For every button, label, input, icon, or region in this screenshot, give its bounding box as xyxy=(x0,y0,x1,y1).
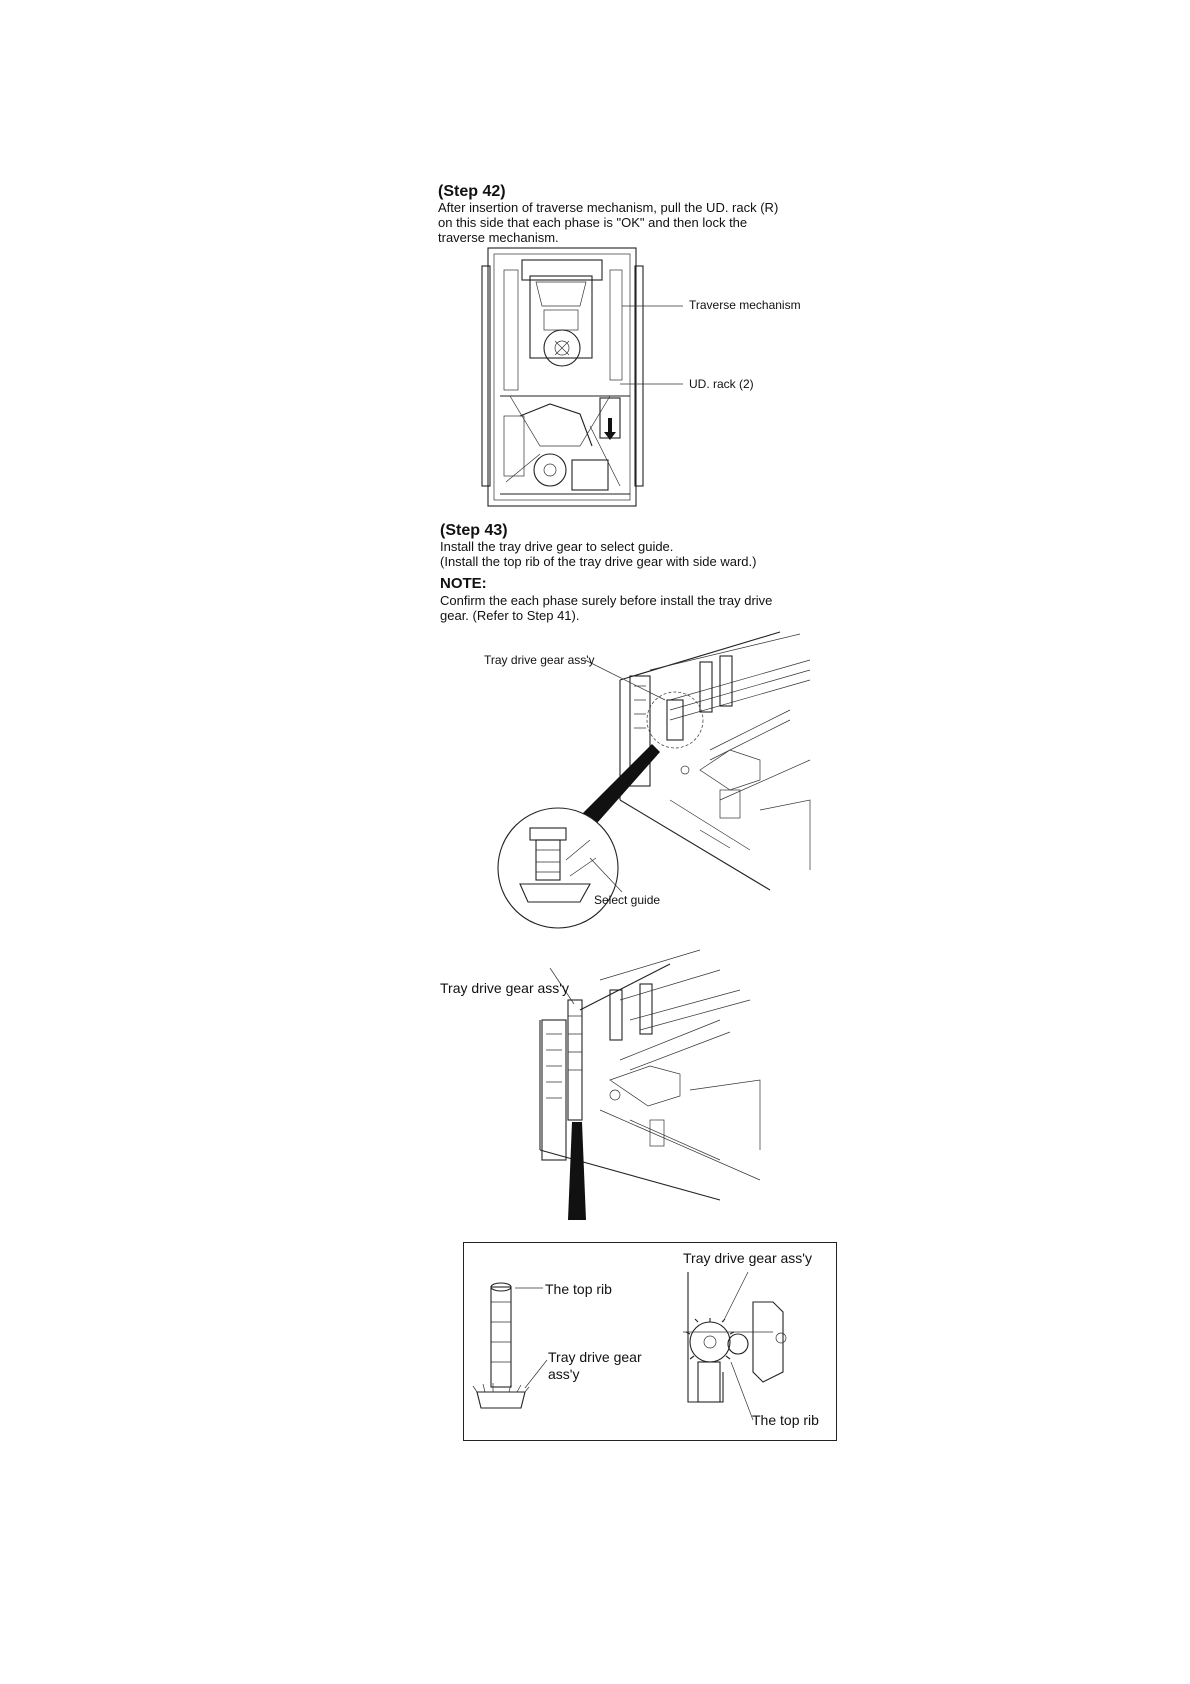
step42-line1: After insertion of traverse mechanism, pull the UD. rack (R) xyxy=(438,200,779,215)
note-line2: gear. (Refer to Step 41). xyxy=(440,608,580,623)
step43-line1: Install the tray drive gear to select guide. xyxy=(440,539,674,554)
detail-label-top-rib-left: The top rib xyxy=(545,1281,612,1297)
note-line1: Confirm the each phase surely before install the tray drive xyxy=(440,593,773,608)
label-tray-drive-gear-fig2: Tray drive gear ass'y xyxy=(440,980,569,996)
label-ud-rack: UD. rack (2) xyxy=(689,377,754,391)
label-select-guide: Select guide xyxy=(594,893,661,907)
label-tray-drive-gear-fig1: Tray drive gear ass'y xyxy=(484,653,595,667)
step42-title: (Step 42) xyxy=(438,183,506,200)
detail-label-gear-left-2: ass'y xyxy=(548,1366,580,1382)
step42-line2: on this side that each phase is "OK" and then lock the xyxy=(438,215,748,230)
select-guide-figure xyxy=(470,640,830,930)
step43-line2: (Install the top rib of the tray drive gear with side ward.) xyxy=(440,554,757,569)
detail-box-drawing xyxy=(463,1242,835,1439)
label-traverse-mechanism: Traverse mechanism xyxy=(689,298,801,312)
detail-label-gear-left-1: Tray drive gear xyxy=(548,1349,642,1365)
step43-title: (Step 43) xyxy=(440,522,508,539)
note-title: NOTE: xyxy=(440,575,487,592)
detail-label-gear-top: Tray drive gear ass'y xyxy=(683,1250,812,1266)
step42-line3: traverse mechanism. xyxy=(438,230,559,245)
detail-label-top-rib-right: The top rib xyxy=(752,1412,819,1428)
